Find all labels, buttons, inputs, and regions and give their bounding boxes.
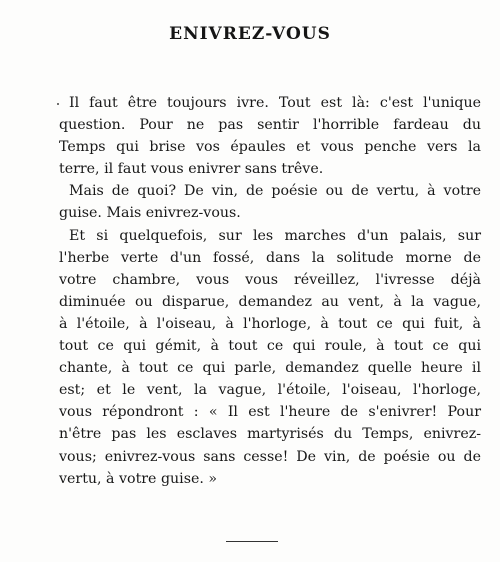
text-line-2: question. Pour ne pas sentir l'horrible fardeau du [59, 117, 481, 134]
text-line-5: Mais de quoi? De vin, de poésie ou de vertu, à votre [69, 183, 481, 200]
text-line-11: à l'étoile, à l'oiseau, à l'horloge, à tout ce qui fuit, à [59, 315, 481, 332]
text-line-8: l'herbe verte d'un fossé, dans la solitude morne de [59, 249, 481, 266]
text-line-7: Et si quelquefois, sur les marches d'un palais, sur [69, 227, 481, 244]
closing-rule [226, 541, 278, 542]
text-line-13: chante, à tout ce qui parle, demandez quelle heure il [59, 360, 481, 377]
page-title: ENIVREZ-VOUS [169, 24, 331, 44]
text-line-14: est; et le vent, la vague, l'étoile, l'oiseau, l'horloge, [59, 382, 481, 399]
body-text [59, 92, 481, 490]
text-line-18: vertu, à votre guise. » [59, 470, 218, 487]
text-line-12: tout ce qui gémit, à tout ce qui roule, à tout ce qui [59, 338, 481, 355]
text-line-4: terre, il faut vous enivrer sans trêve. [59, 161, 324, 178]
text-line-10: diminuée ou disparue, demandez au vent, à la vague, [59, 293, 481, 310]
text-line-17: vous; enivrez-vous sans cesse! De vin, de poésie ou de [59, 448, 481, 465]
text-line-1: Il faut être toujours ivre. Tout est là: c'est l'unique [69, 95, 481, 111]
text-line-16: n'être pas les esclaves martyrisés du Temps, enivrez- [59, 426, 481, 443]
text-line-6: guise. Mais enivrez-vous. [59, 205, 241, 222]
text-line-3: Temps qui brise vos épaules et vous penche vers la [59, 139, 481, 156]
text-line-9: votre chambre, vous vous réveillez, l'ivresse déjà [59, 271, 481, 288]
text-line-15: vous répondront : « Il est l'heure de s'enivrer! Pour [59, 404, 481, 421]
